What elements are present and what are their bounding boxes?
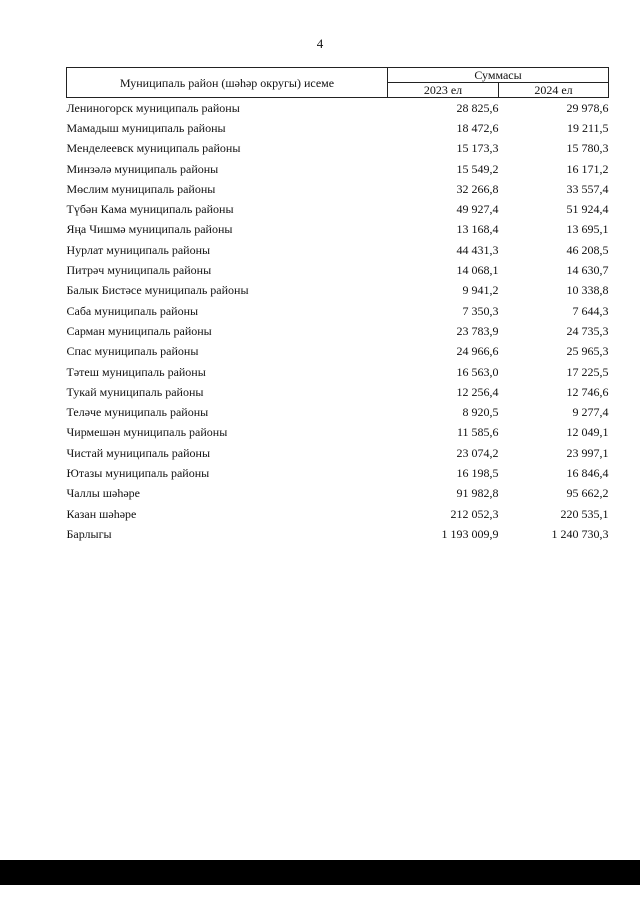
table-row [67, 139, 609, 159]
page-number: 4 [316, 36, 324, 51]
district-name: Мөслим муниципаль районы [66, 181, 216, 196]
value-2023: 8 920,5 [462, 405, 499, 420]
table-row [67, 382, 609, 402]
district-name: Казан шәһәре [66, 506, 137, 521]
value-2023: 11 585,6 [456, 425, 499, 440]
value-2023: 14 068,1 [456, 263, 499, 278]
table-row [67, 362, 609, 382]
header-sum-group: Суммасы [388, 68, 609, 83]
value-2023: 24 966,6 [456, 344, 499, 359]
district-name: Минзәлә муниципаль районы [66, 161, 219, 176]
value-2024: 13 695,1 [566, 222, 609, 237]
value-2023: 23 783,9 [456, 323, 499, 338]
header-district-name: Муниципаль район (шәһәр округы) исеме [67, 68, 388, 98]
table-row [67, 220, 609, 240]
value-2024: 14 630,7 [566, 263, 609, 278]
table-row [67, 484, 609, 504]
value-2023: 1 193 009,9 [441, 526, 499, 541]
table-row [67, 524, 609, 544]
value-2023: 12 256,4 [456, 384, 499, 399]
value-2024: 19 211,5 [566, 120, 609, 135]
value-2024: 16 171,2 [566, 161, 609, 176]
value-2024: 9 277,4 [572, 405, 609, 420]
value-2024: 33 557,4 [566, 181, 609, 196]
allocation-table [66, 67, 609, 545]
value-2023: 16 563,0 [456, 364, 499, 379]
value-2023: 91 982,8 [456, 486, 499, 501]
table-row [67, 463, 609, 483]
value-2023: 49 927,4 [456, 202, 499, 217]
value-2024: 24 735,3 [566, 323, 609, 338]
district-name: Барлыгы [66, 526, 112, 541]
district-name: Спас муниципаль районы [66, 344, 199, 359]
value-2023: 212 052,3 [450, 506, 499, 521]
table-row [67, 301, 609, 321]
value-2023: 16 198,5 [456, 465, 499, 480]
table-row [67, 443, 609, 463]
value-2023: 15 549,2 [456, 161, 499, 176]
value-2023: 32 266,8 [456, 181, 499, 196]
table-row [67, 342, 609, 362]
table-row [67, 321, 609, 341]
value-2024: 10 338,8 [566, 283, 609, 298]
value-2023: 9 941,2 [462, 283, 499, 298]
value-2024: 12 746,6 [566, 384, 609, 399]
value-2024: 23 997,1 [566, 445, 609, 460]
value-2023: 23 074,2 [456, 445, 499, 460]
district-name: Түбән Кама муниципаль районы [66, 202, 234, 217]
district-name: Питрәч муниципаль районы [66, 263, 212, 278]
table-row [67, 240, 609, 260]
district-name: Теләче муниципаль районы [66, 405, 209, 420]
table-row [67, 179, 609, 199]
value-2024: 95 662,2 [566, 486, 609, 501]
table-row [67, 98, 609, 119]
value-2024: 1 240 730,3 [551, 526, 609, 541]
table-row [67, 402, 609, 422]
value-2023: 44 431,3 [456, 242, 499, 257]
table-row [67, 504, 609, 524]
district-name: Ютазы муниципаль районы [66, 465, 210, 480]
table-body [67, 98, 609, 545]
table-row [67, 118, 609, 138]
table-row [67, 159, 609, 179]
value-2023: 13 168,4 [456, 222, 499, 237]
district-name: Яңа Чишмә муниципаль районы [66, 222, 233, 237]
district-name: Чистай муниципаль районы [66, 445, 211, 460]
district-name: Саба муниципаль районы [66, 303, 199, 318]
value-2023: 7 350,3 [462, 303, 499, 318]
district-name: Сарман муниципаль районы [66, 323, 212, 338]
value-2024: 7 644,3 [572, 303, 609, 318]
table-row [67, 260, 609, 280]
value-2024: 29 978,6 [566, 100, 609, 115]
district-name: Лениногорск муниципаль районы [66, 100, 240, 115]
value-2024: 16 846,4 [566, 465, 609, 480]
district-name: Нурлат муниципаль районы [66, 242, 211, 257]
district-name: Мамадыш муниципаль районы [66, 120, 226, 135]
value-2023: 28 825,6 [456, 100, 499, 115]
district-name: Чаллы шәһәре [66, 486, 140, 501]
district-name: Менделеевск муниципаль районы [66, 141, 241, 156]
district-name: Чирмешән муниципаль районы [66, 425, 228, 440]
district-name: Тәтеш муниципаль районы [66, 364, 206, 379]
value-2024: 25 965,3 [566, 344, 609, 359]
table-row [67, 281, 609, 301]
district-name: Балык Бистәсе муниципаль районы [66, 283, 249, 298]
value-2024: 15 780,3 [566, 141, 609, 156]
district-name: Тукай муниципаль районы [66, 384, 204, 399]
value-2024: 220 535,1 [560, 506, 609, 521]
header-year-2024: 2024 ел [499, 83, 609, 98]
value-2023: 18 472,6 [456, 120, 499, 135]
value-2024: 46 208,5 [566, 242, 609, 257]
scan-bottom-bar [0, 860, 640, 885]
value-2024: 51 924,4 [566, 202, 609, 217]
value-2024: 17 225,5 [566, 364, 609, 379]
value-2024: 12 049,1 [566, 425, 609, 440]
table-row [67, 423, 609, 443]
value-2023: 15 173,3 [456, 141, 499, 156]
header-year-2023: 2023 ел [388, 83, 499, 98]
table-row [67, 199, 609, 219]
